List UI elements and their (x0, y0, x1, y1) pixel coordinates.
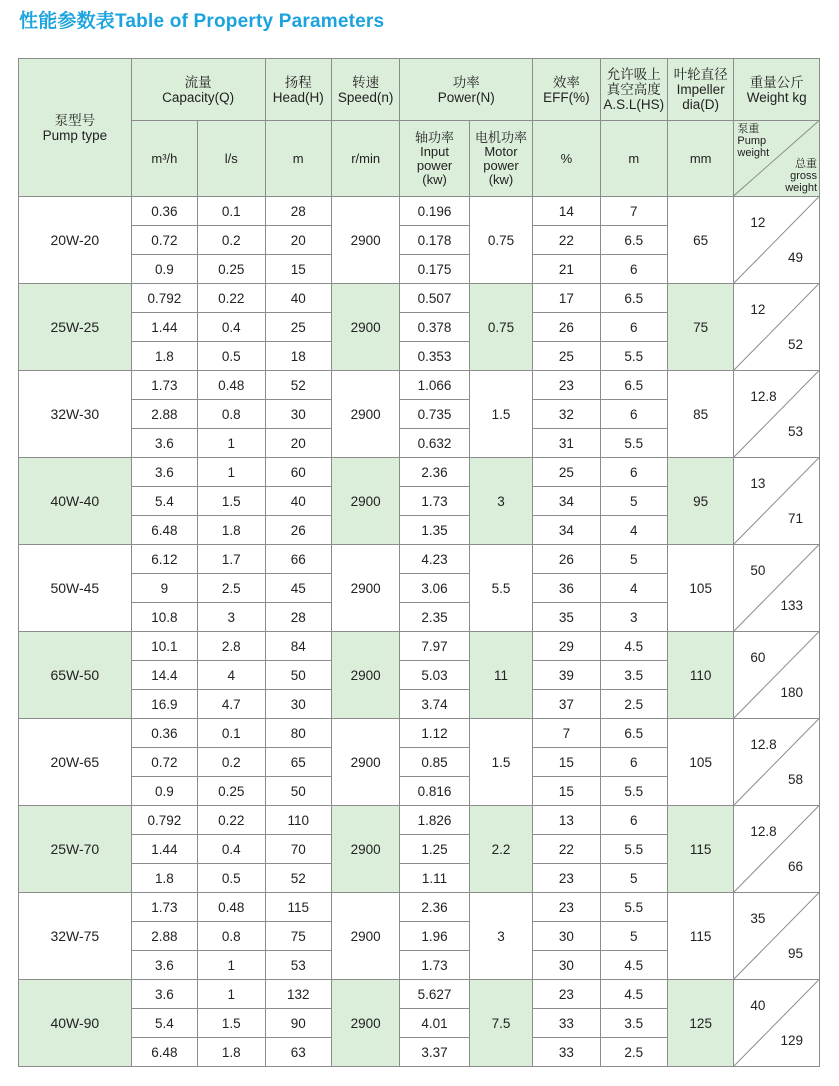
pump-weight-value: 60 (750, 650, 766, 665)
impeller-dia-cell: 115 (667, 806, 733, 893)
diagonal-line (734, 371, 819, 457)
eff-cell: 23 (533, 893, 600, 922)
input-power-cell: 1.35 (400, 516, 469, 545)
eff-cell: 13 (533, 806, 600, 835)
asl-cell: 6 (600, 748, 667, 777)
eff-cell: 23 (533, 980, 600, 1009)
impeller-dia-cell: 85 (667, 371, 733, 458)
head-cell: 30 (265, 690, 331, 719)
eff-cell: 30 (533, 951, 600, 980)
weight-cell (734, 632, 820, 719)
eff-cell: 34 (533, 516, 600, 545)
asl-cell: 4 (600, 516, 667, 545)
diagonal-line (734, 284, 819, 370)
input-power-cell: 1.73 (400, 951, 469, 980)
pump-type-cell: 65W-50 (19, 632, 132, 719)
asl-cell: 6.5 (600, 226, 667, 255)
input-power-cell: 1.11 (400, 864, 469, 893)
pump-type-cell: 25W-25 (19, 284, 132, 371)
gross-weight-value: 133 (780, 598, 803, 613)
eff-cell: 33 (533, 1009, 600, 1038)
capacity-m3h-cell: 10.8 (131, 603, 197, 632)
head-cell: 52 (265, 371, 331, 400)
capacity-m3h-cell: 6.12 (131, 545, 197, 574)
input-power-cell: 0.178 (400, 226, 469, 255)
weight-cell (734, 371, 820, 458)
input-power-cell: 1.826 (400, 806, 469, 835)
input-power-cell: 4.01 (400, 1009, 469, 1038)
diagonal-line (734, 806, 819, 892)
asl-cell: 6.5 (600, 719, 667, 748)
capacity-m3h-cell: 5.4 (131, 1009, 197, 1038)
unit-m3h: m³/h (131, 121, 197, 197)
table-row (19, 284, 820, 313)
asl-cell: 3.5 (600, 1009, 667, 1038)
input-power-cell: 0.196 (400, 197, 469, 226)
eff-cell: 23 (533, 864, 600, 893)
asl-cell: 5 (600, 922, 667, 951)
speed-cell: 2900 (331, 458, 399, 545)
input-power-cell: 3.06 (400, 574, 469, 603)
motor-power-cell: 1.5 (469, 719, 532, 806)
head-cell: 66 (265, 545, 331, 574)
capacity-ls-cell: 0.5 (198, 864, 265, 893)
asl-cell: 6 (600, 400, 667, 429)
header-weight: 重量公斤 Weight kg (734, 59, 820, 121)
diagonal-line (734, 545, 819, 631)
capacity-ls-cell: 0.25 (198, 777, 265, 806)
header-speed: 转速 Speed(n) (331, 59, 399, 121)
eff-cell: 25 (533, 458, 600, 487)
head-cell: 53 (265, 951, 331, 980)
speed-cell: 2900 (331, 545, 399, 632)
input-power-cell: 5.627 (400, 980, 469, 1009)
eff-cell: 23 (533, 371, 600, 400)
eff-cell: 35 (533, 603, 600, 632)
capacity-m3h-cell: 0.9 (131, 777, 197, 806)
capacity-ls-cell: 4 (198, 661, 265, 690)
eff-cell: 26 (533, 545, 600, 574)
unit-asl-m: m (600, 121, 667, 197)
header-weight-split (734, 121, 820, 197)
gross-weight-value: 180 (780, 685, 803, 700)
table-row (19, 197, 820, 226)
capacity-ls-cell: 1.5 (198, 487, 265, 516)
asl-cell: 5 (600, 545, 667, 574)
eff-cell: 32 (533, 400, 600, 429)
table-row (19, 545, 820, 574)
head-cell: 65 (265, 748, 331, 777)
motor-power-cell: 1.5 (469, 371, 532, 458)
input-power-cell: 2.36 (400, 458, 469, 487)
capacity-m3h-cell: 1.73 (131, 893, 197, 922)
pump-type-cell: 25W-70 (19, 806, 132, 893)
header-capacity: 流量 Capacity(Q) (131, 59, 265, 121)
diagonal-line (734, 632, 819, 718)
gross-weight-value: 58 (787, 772, 803, 787)
motor-power-cell: 0.75 (469, 284, 532, 371)
asl-cell: 4.5 (600, 951, 667, 980)
table-row (19, 458, 820, 487)
diagonal-line (734, 980, 819, 1066)
head-cell: 60 (265, 458, 331, 487)
header-impeller: 叶轮直径 Impeller dia(D) (667, 59, 733, 121)
head-cell: 25 (265, 313, 331, 342)
gross-weight-value: 53 (787, 424, 803, 439)
asl-cell: 5.5 (600, 342, 667, 371)
header-power: 功率 Power(N) (400, 59, 533, 121)
capacity-m3h-cell: 16.9 (131, 690, 197, 719)
capacity-m3h-cell: 1.8 (131, 864, 197, 893)
pump-type-cell: 40W-40 (19, 458, 132, 545)
impeller-dia-cell: 65 (667, 197, 733, 284)
eff-cell: 22 (533, 226, 600, 255)
asl-cell: 5 (600, 487, 667, 516)
property-parameters-table (18, 58, 820, 1075)
input-power-cell: 0.816 (400, 777, 469, 806)
motor-power-cell: 3 (469, 893, 532, 980)
input-power-cell: 7.97 (400, 632, 469, 661)
header-input-power: 轴功率 Input power (kw) (400, 121, 469, 197)
speed-cell: 2900 (331, 893, 399, 980)
asl-cell: 4 (600, 574, 667, 603)
input-power-cell: 1.73 (400, 487, 469, 516)
input-power-cell: 0.632 (400, 429, 469, 458)
head-cell: 26 (265, 516, 331, 545)
head-cell: 45 (265, 574, 331, 603)
diagonal-line (734, 719, 819, 805)
capacity-ls-cell: 0.25 (198, 255, 265, 284)
capacity-m3h-cell: 0.36 (131, 719, 197, 748)
asl-cell: 6 (600, 255, 667, 284)
head-cell: 84 (265, 632, 331, 661)
table-row (19, 371, 820, 400)
gross-weight-value: 52 (787, 337, 803, 352)
asl-cell: 5.5 (600, 777, 667, 806)
header-pump-type: 泵型号 Pump type (19, 59, 132, 197)
input-power-cell: 0.175 (400, 255, 469, 284)
impeller-dia-cell: 75 (667, 284, 733, 371)
head-cell: 90 (265, 1009, 331, 1038)
gross-weight-value: 71 (787, 511, 803, 526)
input-power-cell: 1.12 (400, 719, 469, 748)
input-power-cell: 2.35 (400, 603, 469, 632)
speed-cell: 2900 (331, 806, 399, 893)
motor-power-cell: 7.5 (469, 980, 532, 1067)
eff-cell: 7 (533, 719, 600, 748)
capacity-ls-cell: 0.22 (198, 284, 265, 313)
head-cell: 20 (265, 429, 331, 458)
table-row (19, 980, 820, 1009)
head-cell: 18 (265, 342, 331, 371)
head-cell: 28 (265, 603, 331, 632)
diagonal-line (734, 893, 819, 979)
input-power-cell: 4.23 (400, 545, 469, 574)
header-gross-weight: 总重 gross weight (785, 158, 817, 194)
asl-cell: 6.5 (600, 371, 667, 400)
gross-weight-value: 66 (787, 859, 803, 874)
capacity-m3h-cell: 0.792 (131, 284, 197, 313)
input-power-cell: 3.74 (400, 690, 469, 719)
eff-cell: 21 (533, 255, 600, 284)
asl-cell: 5.5 (600, 429, 667, 458)
capacity-m3h-cell: 6.48 (131, 1038, 197, 1067)
motor-power-cell: 0.75 (469, 197, 532, 284)
head-cell: 40 (265, 487, 331, 516)
header-motor-power: 电机功率 Motor power (kw) (469, 121, 532, 197)
input-power-cell: 1.066 (400, 371, 469, 400)
head-cell: 75 (265, 922, 331, 951)
input-power-cell: 0.507 (400, 284, 469, 313)
eff-cell: 33 (533, 1038, 600, 1067)
capacity-m3h-cell: 1.73 (131, 371, 197, 400)
pump-type-cell: 20W-20 (19, 197, 132, 284)
capacity-ls-cell: 3 (198, 603, 265, 632)
impeller-dia-cell: 105 (667, 719, 733, 806)
head-cell: 80 (265, 719, 331, 748)
head-cell: 50 (265, 777, 331, 806)
capacity-ls-cell: 0.5 (198, 342, 265, 371)
unit-ls: l/s (198, 121, 265, 197)
capacity-m3h-cell: 0.792 (131, 806, 197, 835)
diagonal-line (734, 197, 819, 283)
table-row (19, 893, 820, 922)
weight-cell (734, 458, 820, 545)
head-cell: 70 (265, 835, 331, 864)
capacity-ls-cell: 1 (198, 951, 265, 980)
capacity-ls-cell: 4.7 (198, 690, 265, 719)
capacity-ls-cell: 1 (198, 980, 265, 1009)
asl-cell: 6.5 (600, 284, 667, 313)
pump-type-cell: 20W-65 (19, 719, 132, 806)
eff-cell: 17 (533, 284, 600, 313)
speed-cell: 2900 (331, 980, 399, 1067)
eff-cell: 37 (533, 690, 600, 719)
weight-cell (734, 284, 820, 371)
weight-cell (734, 893, 820, 980)
eff-cell: 29 (533, 632, 600, 661)
capacity-ls-cell: 0.48 (198, 371, 265, 400)
impeller-dia-cell: 95 (667, 458, 733, 545)
asl-cell: 5 (600, 864, 667, 893)
impeller-dia-cell: 115 (667, 893, 733, 980)
capacity-ls-cell: 1.8 (198, 516, 265, 545)
capacity-ls-cell: 2.8 (198, 632, 265, 661)
weight-cell (734, 197, 820, 284)
head-cell: 132 (265, 980, 331, 1009)
pump-weight-value: 12.8 (750, 737, 777, 752)
capacity-m3h-cell: 1.44 (131, 313, 197, 342)
asl-cell: 5.5 (600, 893, 667, 922)
eff-cell: 15 (533, 748, 600, 777)
pump-weight-value: 12 (750, 215, 766, 230)
capacity-ls-cell: 0.8 (198, 400, 265, 429)
pump-type-cell: 50W-45 (19, 545, 132, 632)
eff-cell: 36 (533, 574, 600, 603)
capacity-ls-cell: 2.5 (198, 574, 265, 603)
table-row (19, 719, 820, 748)
asl-cell: 6 (600, 458, 667, 487)
head-cell: 115 (265, 893, 331, 922)
capacity-ls-cell: 0.1 (198, 197, 265, 226)
input-power-cell: 0.378 (400, 313, 469, 342)
capacity-m3h-cell: 6.48 (131, 516, 197, 545)
head-cell: 20 (265, 226, 331, 255)
gross-weight-value: 95 (787, 946, 803, 961)
head-cell: 110 (265, 806, 331, 835)
asl-cell: 4.5 (600, 632, 667, 661)
asl-cell: 7 (600, 197, 667, 226)
pump-weight-value: 40 (750, 998, 766, 1013)
capacity-m3h-cell: 3.6 (131, 951, 197, 980)
capacity-m3h-cell: 2.88 (131, 400, 197, 429)
head-cell: 40 (265, 284, 331, 313)
pump-weight-value: 50 (750, 563, 766, 578)
unit-mm: mm (667, 121, 733, 197)
table-body (19, 197, 820, 1067)
pump-weight-value: 12.8 (750, 389, 777, 404)
motor-power-cell: 5.5 (469, 545, 532, 632)
head-cell: 50 (265, 661, 331, 690)
weight-cell (734, 545, 820, 632)
pump-type-cell: 40W-90 (19, 980, 132, 1067)
capacity-m3h-cell: 0.36 (131, 197, 197, 226)
asl-cell: 3 (600, 603, 667, 632)
input-power-cell: 0.353 (400, 342, 469, 371)
eff-cell: 39 (533, 661, 600, 690)
capacity-ls-cell: 1.7 (198, 545, 265, 574)
speed-cell: 2900 (331, 371, 399, 458)
asl-cell: 5.5 (600, 835, 667, 864)
impeller-dia-cell: 125 (667, 980, 733, 1067)
capacity-m3h-cell: 14.4 (131, 661, 197, 690)
gross-weight-value: 129 (780, 1033, 803, 1048)
capacity-m3h-cell: 5.4 (131, 487, 197, 516)
impeller-dia-cell: 105 (667, 545, 733, 632)
eff-cell: 14 (533, 197, 600, 226)
capacity-m3h-cell: 10.1 (131, 632, 197, 661)
capacity-m3h-cell: 9 (131, 574, 197, 603)
eff-cell: 26 (533, 313, 600, 342)
eff-cell: 34 (533, 487, 600, 516)
input-power-cell: 1.96 (400, 922, 469, 951)
page-title: 性能参数表Table of Property Parameters (19, 11, 385, 32)
unit-rmin: r/min (331, 121, 399, 197)
unit-pct: % (533, 121, 600, 197)
speed-cell: 2900 (331, 197, 399, 284)
capacity-ls-cell: 0.8 (198, 922, 265, 951)
table-row (19, 632, 820, 661)
weight-cell (734, 719, 820, 806)
speed-cell: 2900 (331, 719, 399, 806)
capacity-ls-cell: 0.2 (198, 748, 265, 777)
input-power-cell: 1.25 (400, 835, 469, 864)
capacity-ls-cell: 0.22 (198, 806, 265, 835)
input-power-cell: 5.03 (400, 661, 469, 690)
capacity-m3h-cell: 0.72 (131, 226, 197, 255)
motor-power-cell: 11 (469, 632, 532, 719)
asl-cell: 2.5 (600, 1038, 667, 1067)
motor-power-cell: 2.2 (469, 806, 532, 893)
input-power-cell: 0.85 (400, 748, 469, 777)
motor-power-cell: 3 (469, 458, 532, 545)
capacity-ls-cell: 0.48 (198, 893, 265, 922)
capacity-m3h-cell: 0.72 (131, 748, 197, 777)
asl-cell: 3.5 (600, 661, 667, 690)
capacity-m3h-cell: 1.44 (131, 835, 197, 864)
header-asl: 允许吸上 真空高度 A.S.L(HS) (600, 59, 667, 121)
capacity-m3h-cell: 3.6 (131, 980, 197, 1009)
eff-cell: 31 (533, 429, 600, 458)
capacity-m3h-cell: 0.9 (131, 255, 197, 284)
head-cell: 30 (265, 400, 331, 429)
input-power-cell: 2.36 (400, 893, 469, 922)
eff-cell: 25 (533, 342, 600, 371)
eff-cell: 30 (533, 922, 600, 951)
table-row (19, 806, 820, 835)
header-head: 扬程 Head(H) (265, 59, 331, 121)
head-cell: 28 (265, 197, 331, 226)
pump-weight-value: 35 (750, 911, 766, 926)
capacity-ls-cell: 0.4 (198, 313, 265, 342)
asl-cell: 2.5 (600, 690, 667, 719)
eff-cell: 22 (533, 835, 600, 864)
weight-cell (734, 806, 820, 893)
asl-cell: 6 (600, 806, 667, 835)
capacity-m3h-cell: 2.88 (131, 922, 197, 951)
pump-type-cell: 32W-30 (19, 371, 132, 458)
pump-type-cell: 32W-75 (19, 893, 132, 980)
capacity-m3h-cell: 3.6 (131, 429, 197, 458)
speed-cell: 2900 (331, 632, 399, 719)
input-power-cell: 3.37 (400, 1038, 469, 1067)
capacity-ls-cell: 1 (198, 429, 265, 458)
pump-weight-value: 12 (750, 302, 766, 317)
asl-cell: 6 (600, 313, 667, 342)
head-cell: 15 (265, 255, 331, 284)
capacity-ls-cell: 1 (198, 458, 265, 487)
head-cell: 63 (265, 1038, 331, 1067)
capacity-ls-cell: 1.5 (198, 1009, 265, 1038)
gross-weight-value: 49 (787, 250, 803, 265)
capacity-m3h-cell: 1.8 (131, 342, 197, 371)
pump-weight-value: 12.8 (750, 824, 777, 839)
eff-cell: 15 (533, 777, 600, 806)
diagonal-line (734, 458, 819, 544)
header-pump-weight: 泵重 Pump weight (737, 123, 770, 160)
capacity-ls-cell: 0.4 (198, 835, 265, 864)
speed-cell: 2900 (331, 284, 399, 371)
impeller-dia-cell: 110 (667, 632, 733, 719)
capacity-ls-cell: 0.1 (198, 719, 265, 748)
header-eff: 效率 EFF(%) (533, 59, 600, 121)
head-cell: 52 (265, 864, 331, 893)
capacity-m3h-cell: 3.6 (131, 458, 197, 487)
capacity-ls-cell: 1.8 (198, 1038, 265, 1067)
capacity-ls-cell: 0.2 (198, 226, 265, 255)
asl-cell: 4.5 (600, 980, 667, 1009)
input-power-cell: 0.735 (400, 400, 469, 429)
unit-head-m: m (265, 121, 331, 197)
weight-cell (734, 980, 820, 1067)
pump-weight-value: 13 (750, 476, 766, 491)
